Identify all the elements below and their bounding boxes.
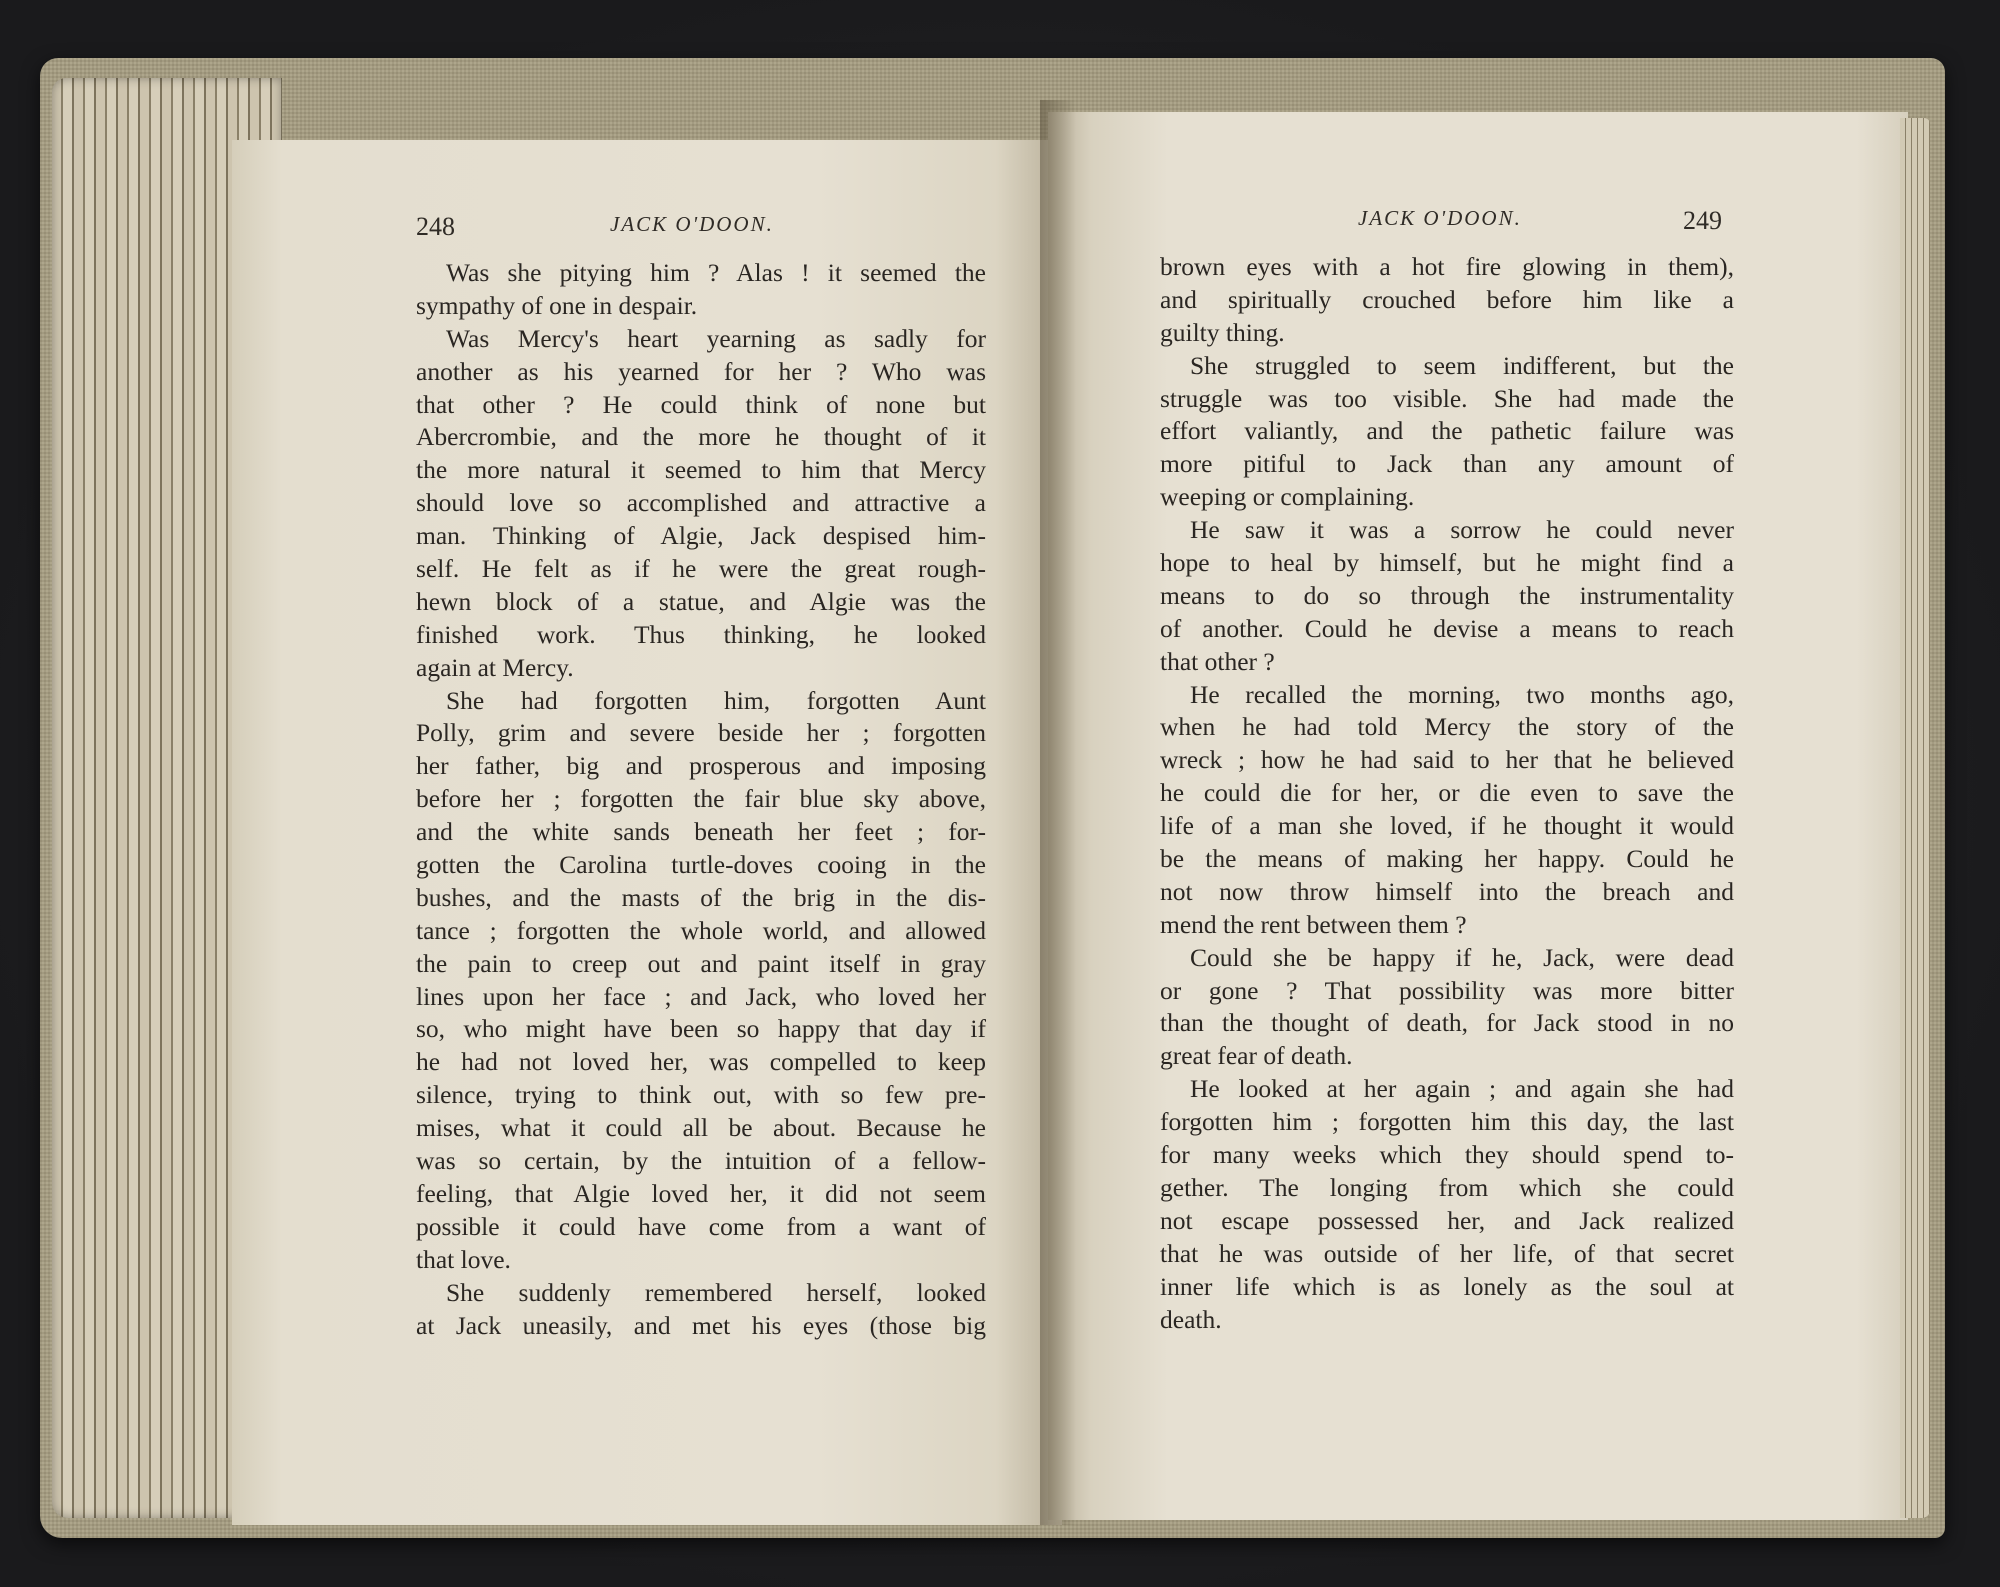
text-line: mend the rent between them ? [1160, 909, 1467, 939]
text-line: gether. The longing from which she could [1160, 1172, 1734, 1202]
text-line: her father, big and prosperous and imposing [416, 751, 986, 781]
text-line: She suddenly remembered herself, looked [446, 1277, 986, 1307]
text-line: for many weeks which they should spend to- [1160, 1140, 1734, 1170]
text-line: guilty thing. [1160, 317, 1285, 347]
text-line: He saw it was a sorrow he could never [1190, 515, 1734, 545]
text-line: mises, what it could all be about. Because he [416, 1113, 986, 1143]
text-line: hope to heal by himself, but he might find a [1160, 548, 1734, 578]
text-line: not escape possessed her, and Jack realized [1160, 1205, 1734, 1235]
text-line: again at Mercy. [416, 652, 574, 682]
text-line: Could she be happy if he, Jack, were dead [1190, 942, 1734, 972]
text-line: and spiritually crouched before him like a [1160, 284, 1734, 314]
text-line: and the white sands beneath her feet ; for- [416, 817, 986, 847]
text-line: at Jack uneasily, and met his eyes (those big [416, 1310, 986, 1340]
text-line: feeling, that Algie loved her, it did not seem [416, 1178, 986, 1208]
text-line: that other ? [1160, 646, 1275, 676]
text-line: She struggled to seem indifferent, but the [1190, 350, 1734, 380]
text-line: more pitiful to Jack than any amount of [1160, 449, 1734, 479]
text-line: self. He felt as if he were the great rough- [416, 554, 986, 584]
text-line: weeping or complaining. [1160, 482, 1415, 512]
right-page-number: 249 [1683, 206, 1722, 235]
text-line: tance ; forgotten the whole world, and allowed [416, 915, 986, 945]
text-line: forgotten him ; forgotten him this day, the last [1160, 1107, 1734, 1137]
text-line: brown eyes with a hot fire glowing in them), [1160, 252, 1734, 281]
text-line: struggle was too visible. She had made the [1160, 383, 1734, 413]
right-running-title: JACK O'DOON. [1358, 206, 1522, 230]
text-line: so, who might have been so happy that day if [416, 1014, 986, 1044]
text-line: he could die for her, or die even to save the [1160, 778, 1734, 808]
text-line: possible it could have come from a want of [416, 1211, 986, 1241]
text-line: Abercrombie, and the more he thought of it [416, 422, 986, 452]
text-line: silence, trying to think out, with so few pre- [416, 1080, 986, 1110]
text-line: bushes, and the masts of the brig in the dis- [416, 882, 986, 912]
text-line: another as his yearned for her ? Who was [416, 356, 986, 386]
text-line: She had forgotten him, forgotten Aunt [446, 685, 986, 715]
text-line: before her ; forgotten the fair blue sky above, [416, 784, 986, 814]
text-line: effort valiantly, and the pathetic failure was [1160, 416, 1734, 446]
text-line: not now throw himself into the breach and [1160, 876, 1734, 906]
left-page-body [416, 257, 986, 1342]
text-line: sympathy of one in despair. [416, 290, 698, 320]
text-line: be the means of making her happy. Could he [1160, 844, 1734, 874]
text-line: life of a man she loved, if he thought it would [1160, 811, 1734, 841]
text-line: Polly, grim and severe beside her ; forgotten [416, 718, 986, 748]
text-line: lines upon her face ; and Jack, who loved her [416, 981, 986, 1011]
text-line: wreck ; how he had said to her that he believed [1160, 745, 1734, 775]
text-line: that other ? He could think of none but [416, 389, 986, 419]
text-line: inner life which is as lonely as the soul at [1160, 1271, 1734, 1301]
text-line: means to do so through the instrumentality [1160, 580, 1734, 610]
text-line: He recalled the morning, two months ago, [1190, 679, 1734, 709]
text-line: than the thought of death, for Jack stood in no [1160, 1008, 1734, 1038]
text-line: great fear of death. [1160, 1041, 1353, 1071]
page-edges-right [1900, 118, 1930, 1518]
text-line: the more natural it seemed to him that Mercy [416, 455, 986, 485]
text-line: the pain to creep out and paint itself in gray [416, 948, 986, 978]
text-line: man. Thinking of Algie, Jack despised him- [416, 521, 986, 551]
book-gutter [1040, 100, 1076, 1525]
text-line: death. [1160, 1304, 1222, 1334]
text-line: He looked at her again ; and again she had [1190, 1074, 1734, 1104]
text-line: that love. [416, 1244, 511, 1274]
text-line: hewn block of a statue, and Algie was the [416, 586, 986, 616]
text-line: Was she pitying him ? Alas ! it seemed the [446, 258, 986, 287]
text-line: when he had told Mercy the story of the [1160, 712, 1734, 742]
text-line: finished work. Thus thinking, he looked [416, 619, 986, 649]
text-line: should love so accomplished and attractive a [416, 488, 986, 518]
left-running-title: JACK O'DOON. [610, 212, 774, 236]
text-line: was so certain, by the intuition of a fellow- [416, 1146, 986, 1176]
right-page-body [1160, 251, 1734, 1336]
text-line: of another. Could he devise a means to reach [1160, 613, 1734, 643]
text-line: he had not loved her, was compelled to keep [416, 1047, 986, 1077]
text-line: or gone ? That possibility was more bitter [1160, 975, 1734, 1005]
left-page-number: 248 [416, 212, 455, 241]
text-line: that he was outside of her life, of that secret [1160, 1238, 1734, 1268]
text-line: gotten the Carolina turtle-doves cooing in the [416, 850, 986, 880]
text-line: Was Mercy's heart yearning as sadly for [446, 323, 986, 353]
